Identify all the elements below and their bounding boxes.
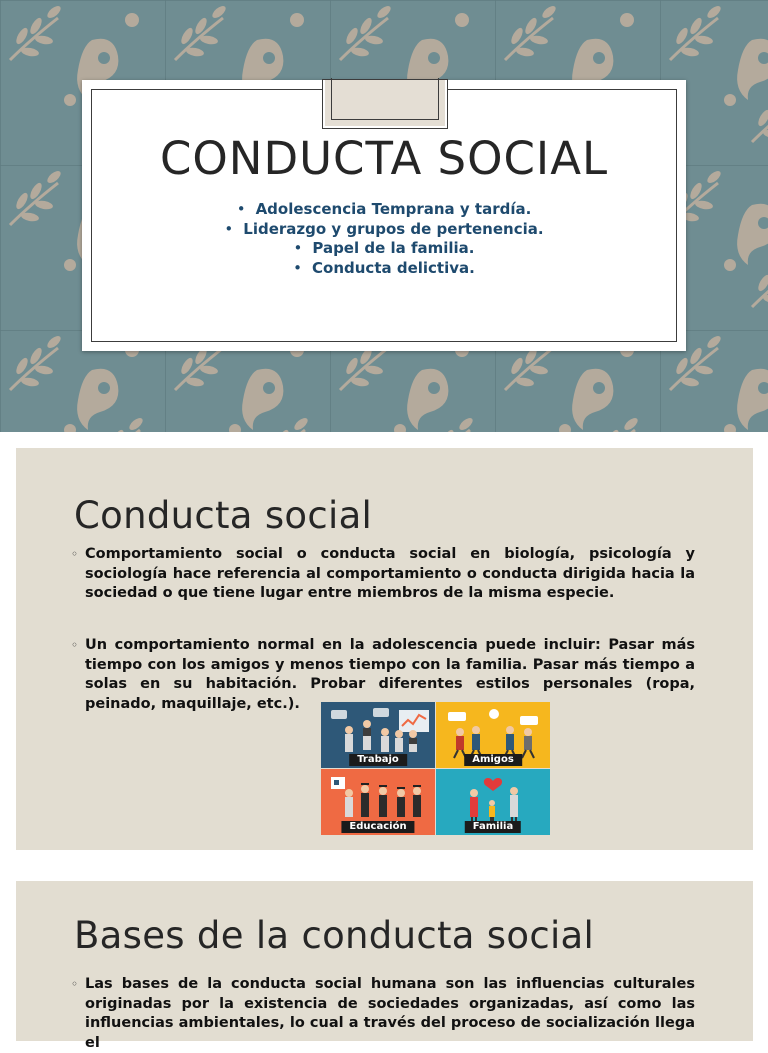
education-quadrant — [321, 769, 435, 835]
bullet-paragraph: ◦ Un comportamiento normal en la adolescencia puede incluir: Pasar más tiempo con los amigos y menos tiempo con la familia. Pasar más tiempo a solas en su habitación. Probar diferentes estilos personales (ropa, peinado, maquillaje, etc.). — [85, 636, 695, 714]
slide-main-title: CONDUCTA SOCIAL — [159, 132, 609, 185]
topic-bullet-list — [82, 200, 686, 278]
family-quadrant — [436, 769, 550, 835]
bullet-paragraph: ◦ Las bases de la conducta social humana son las influencias culturales originadas por la existencia de sociedades organizadas, así como las influencias ambientales, lo cual a través del proceso de socialización llega el — [85, 975, 695, 1053]
topic-bullet: • Adolescencia Temprana y tardía. — [82, 200, 686, 220]
topic-bullet: • Conducta delictiva. — [82, 259, 686, 279]
title-slide — [0, 0, 768, 432]
content-slide-conducta-social — [16, 448, 753, 850]
title-card-tab — [323, 80, 447, 128]
friends-quadrant — [436, 702, 550, 768]
quadrant-label: Amigos — [464, 754, 522, 766]
work-quadrant — [321, 702, 435, 768]
topic-bullet: • Liderazgo y grupos de pertenencia. — [82, 220, 686, 240]
social-spheres-image — [321, 702, 550, 835]
title-card — [82, 80, 686, 351]
quadrant-label: Educación — [341, 821, 414, 833]
topic-bullet: • Papel de la familia. — [82, 239, 686, 259]
quadrant-label: Trabajo — [349, 754, 407, 766]
bullet-paragraph: ◦ Comportamiento social o conducta social en biología, psicología y sociología hace referencia al comportamiento o conducta dirigida hacia la sociedad o que tiene lugar entre miembros de la misma especie. — [85, 545, 695, 604]
quadrant-label: Familia — [465, 821, 521, 833]
slide-title: Conducta social — [74, 494, 373, 537]
slide-title: Bases de la conducta social — [74, 914, 595, 957]
content-slide-bases — [16, 881, 753, 1051]
